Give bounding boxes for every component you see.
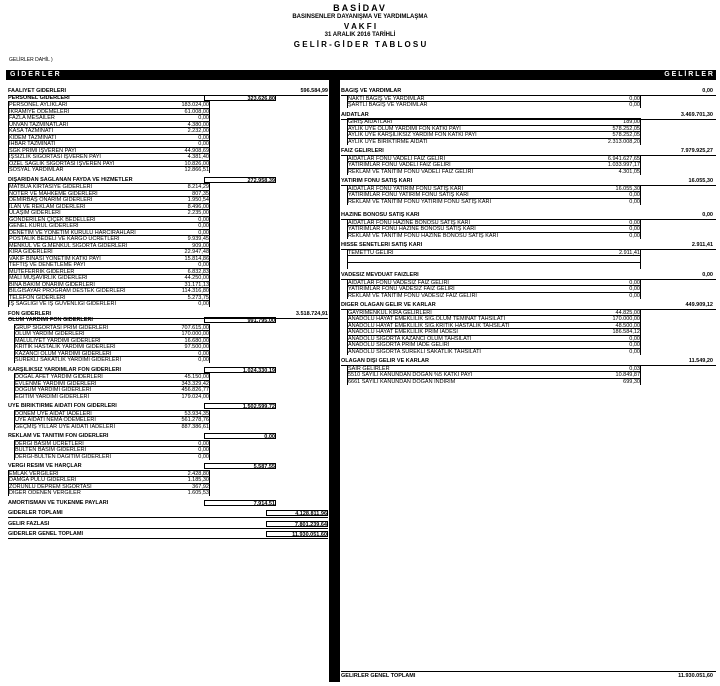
income-section-total: 0,00 <box>702 272 713 278</box>
expense-group-box <box>266 531 328 537</box>
expense-item-label: İLAN VE REKLAM GİDERLERİ <box>8 203 148 210</box>
expense-item-value: 0,00 <box>148 453 210 460</box>
expense-group-box <box>204 500 276 506</box>
income-item-value: 699,30 <box>557 378 641 385</box>
expense-group-box <box>266 510 328 516</box>
expense-item-label: İKRAMİYE ÖDEMELERİ <box>8 108 148 115</box>
income-item-label: ANADOLU HAYAT EMEKLİLİK PRİM İADESİ <box>347 328 557 335</box>
expense-group-label: ÜYE BİRİKTİRME AİDATI FON GİDERLERİ <box>8 403 117 409</box>
expense-item-value: 0,00 <box>148 140 210 147</box>
expense-group-total: 1.024.330,19 <box>242 367 275 374</box>
expense-group-total: 323.626,80 <box>247 95 275 102</box>
income-item-value: 0,03 <box>557 365 641 372</box>
income-item-label: AİDATLAR FONU VADELİ FAİZ GELİRİ <box>347 155 557 162</box>
expense-group-label: ÖLÜM YARDIMI FON GİDERLERİ <box>8 317 93 323</box>
income-item-label: REKLAM VE TANITIM FONU HAZİNE BONOSU SATIŞ KARI <box>347 232 557 239</box>
expense-item-value: 53.934,35 <box>148 410 210 417</box>
income-item-label: AYLIK ÜYE ÖLÜM YARDIMI FON KATKI PAYI <box>347 125 557 132</box>
expense-group-label: KARŞILIKSIZ YARDIMLAR FON GİDERLERİ <box>8 366 122 373</box>
expense-item-value: 1.185,30 <box>148 476 210 483</box>
income-item-value: 48.500,00 <box>557 322 641 329</box>
expense-item-label: ÖLÜM YARDIM GİDERLERİ <box>14 330 148 337</box>
expense-item-value: 5.273,75 <box>148 294 210 301</box>
expense-section-label: FAALİYET GİDERLERİ <box>8 88 67 94</box>
expense-item-label: BİLGİSAYAR PROGRAM DESTEK GİDERLERİ <box>8 287 148 294</box>
income-item-value: 186.584,12 <box>557 328 641 335</box>
expense-group-label: AMORTİSMAN VE TÜKENME PAYLARI <box>8 499 109 506</box>
report-date: 31 ARALIK 2016 TARİHLİ <box>324 32 396 38</box>
income-header: G E L İ R L E R <box>664 71 713 78</box>
expense-item-value: 183.024,00 <box>148 101 210 108</box>
expense-group-label: DIŞARIDAN SAĞLANAN FAYDA VE HİZMETLER <box>8 176 133 183</box>
expense-section-total: 596.584,99 <box>300 88 328 94</box>
header-note: GELİRLER DAHİL ) <box>9 57 53 63</box>
expense-item-label: MÜTEFERRİK GİDERLER <box>8 268 148 275</box>
expense-item-label: SÜREKLİ SAKATLIK YARDIMI GİDERLERİ <box>14 356 148 363</box>
income-item-label: REKLAM VE TANITIM FONU VADESİZ FAİZ GELİRİ <box>347 292 557 299</box>
expense-item-label: EMLAK VERGİLERİ <box>8 470 148 477</box>
expense-group-label: VERGİ RESİM VE HARÇLAR <box>8 463 82 469</box>
income-section-total: 2.911,41 <box>691 242 713 248</box>
expense-group-label: GİDERLER GENEL TOPLAMI <box>8 531 83 537</box>
income-item-value: 0,00 <box>557 285 641 292</box>
income-item-value: 0,00 <box>557 232 641 239</box>
income-item-value: 0,00 <box>557 292 641 299</box>
expense-item-label: GENEL KURUL GİDERLERİ <box>8 222 148 229</box>
expense-item-value: 0,00 <box>148 261 210 268</box>
income-item-value: 170.000,00 <box>557 315 641 322</box>
expense-group-label: GİDERLER TOPLAMI <box>8 510 63 516</box>
expense-item-value: 114.316,80 <box>148 287 210 294</box>
expense-item-label: SGK PRİMİ İŞVEREN PAYI <box>8 147 148 154</box>
income-item-value: 0,00 <box>557 348 641 355</box>
expense-item-value: 97.500,00 <box>148 343 210 350</box>
income-item-label: YATIRIMLAR FONU VADELİ FAİZ GELİRİ <box>347 161 557 168</box>
income-section-label: BAĞIŞ VE YARDIMLAR <box>341 88 402 94</box>
expense-item-value: 6.832,83 <box>148 268 210 275</box>
expense-item-label: ZORUNLU DEPREM SİGORTASI <box>8 483 148 490</box>
expense-item-value: 4.381,40 <box>148 153 210 160</box>
income-item-value: 2.911,41 <box>557 249 641 256</box>
income-item-value: 0,00 <box>557 191 641 198</box>
income-section-label: AİDATLAR <box>341 111 369 118</box>
expense-item-value: 22.947,48 <box>148 248 210 255</box>
expense-group-label: PERSONEL GİDERLERİ <box>8 94 70 101</box>
expense-group-label: GELİR FAZLASI <box>8 520 50 527</box>
expense-item-value: 0,00 <box>148 216 210 223</box>
income-item-label: ANADOLU SİGORTA KAZANCI ÖLÜM TAHSİLATI <box>347 335 557 342</box>
income-item-label: GİRİŞ AİDATLARI <box>347 118 557 125</box>
income-item-value: 578.252,05 <box>557 131 641 138</box>
income-row <box>341 138 716 145</box>
expense-item-label: DİĞER ÖDENEN VERGİLER <box>8 489 148 496</box>
income-row <box>341 198 716 205</box>
income-section-total: 7.979.925,27 <box>680 148 713 154</box>
expense-item-label: KAZANCI ÖLÜM YARDIMI GİDERLERİ <box>14 350 148 357</box>
expense-group-total: 1.502.599,72 <box>242 404 275 410</box>
expense-item-value: 0,00 <box>148 222 210 229</box>
expense-item-label: KIDEM TAZMİNATI <box>8 134 148 141</box>
income-item-value: 4.301,05 <box>557 168 641 175</box>
expense-group-total: 991.795,00 <box>247 318 275 324</box>
income-section-label: VADESİZ MEVDUAT FAİZLERİ <box>341 272 419 278</box>
income-item-value: 0,00 <box>557 279 641 286</box>
income-item-label: ANADOLU SİGORTA PRİM İADE GELİRİ <box>347 341 557 348</box>
expense-item-label: İHBAR TAZMİNATI <box>8 140 148 147</box>
expense-row <box>8 510 328 518</box>
income-item-label: GAYRİMENKUL KİRA GELİRLERİ <box>347 309 557 316</box>
expense-item-label: UNVAN TAZMİNATLARI <box>8 121 148 128</box>
income-row <box>341 348 716 355</box>
income-item-value: 0,00 <box>557 341 641 348</box>
expense-item-label: DOĞAL AFET YARDIM GİDERLERİ <box>14 373 148 380</box>
income-item-label: TEMETTÜ GELİRİ <box>347 249 557 256</box>
income-item-label: YATIRIMLAR FONU YATIRIM FONU SATIŞ KARI <box>347 191 557 198</box>
expenses-column <box>8 80 328 682</box>
expense-item-value: 0,00 <box>148 446 210 453</box>
expense-item-value: 9.939,45 <box>148 235 210 242</box>
expense-group-total: 11.930.051,60 <box>292 532 327 538</box>
expense-item-label: ÜYE AİDATI NEMA ÖDEMELERİ <box>14 416 148 423</box>
expense-group-total: 272.958,39 <box>247 177 275 184</box>
income-row <box>341 101 716 108</box>
income-section-label: YATIRIM FONU SATIŞ KARI <box>341 178 413 184</box>
income-item-value: 0,00 <box>557 198 641 205</box>
expense-item-label: DÖNEM ÜYE AİDAT İADELERİ <box>14 410 148 417</box>
income-item-label: AYLIK ÜYE KARŞILIKSIZ YARDIM FON KATKI PAYI <box>347 131 557 138</box>
expense-row <box>8 521 328 529</box>
income-section-label: HAZİNE BONOSU SATIŞ KARI <box>341 212 420 218</box>
expense-item-label: DENETİM VE YÖNETİM KURULU HARCIRAHLARI <box>8 229 148 236</box>
expense-item-label: TEFTİŞ VE DENETLEME PAYI <box>8 261 148 268</box>
income-item-label: ANADOLU HAYAT EMEKLİLİK SİG.KRİTİK HASTALIK TAHSİLATI <box>347 322 557 329</box>
income-section-total: 0,00 <box>702 88 713 94</box>
expense-item-value: 909,00 <box>148 242 210 249</box>
expense-item-label: TELEFON GİDERLERİ <box>8 294 148 301</box>
expense-item-value: 179.024,00 <box>148 393 210 400</box>
expense-group-box <box>204 177 276 183</box>
expenses-header: G İ D E R L E R <box>10 71 60 78</box>
income-item-label: REKLAM VE TANITIM FONU VADELİ FAİZ GELİRİ <box>347 168 557 175</box>
expense-item-value: 456.826,77 <box>148 386 210 393</box>
income-item-label: YATIRIMLAR FONU VADESİZ FAİZ GELİRİ <box>347 285 557 292</box>
expense-row <box>8 300 328 307</box>
income-item-value: 1.033.997,17 <box>557 161 641 168</box>
expense-item-label: KASA TAZMİNATI <box>8 127 148 134</box>
expense-row <box>8 356 328 363</box>
expense-item-label: EVLENME YARDIMI GİDERLERİ <box>14 380 148 387</box>
expense-group-box <box>204 367 276 373</box>
income-item-label: ANADOLU SİGORTA SÜREKLİ SAKATLIK TAHSİLATI <box>347 348 557 355</box>
expense-item-label: GEÇMİŞ YILLAR ÜYE AİDATI İADELERİ <box>14 423 148 430</box>
org-name: BASİDAV <box>333 3 387 13</box>
income-item-label: 6661 SAYILI KANUNDAN DOĞAN İNDİRİM <box>347 378 557 385</box>
expense-item-label: MALULİYET YARDIMI GİDERLERİ <box>14 337 148 344</box>
expense-row <box>8 489 328 496</box>
expense-item-label: DERGİ-BÜLTEN DAĞITIM GİDERLERİ <box>14 453 148 460</box>
income-section-label: DİĞER OLAĞAN GELİR VE KARLAR <box>341 302 436 308</box>
income-item-label: 5510 SAYILI KANUNDAN DOĞAN %5 KATKI PAYI <box>347 371 557 378</box>
expense-group-box <box>204 403 276 409</box>
expense-item-label: GÖNDERİLEN ÇİÇEK BEDELLERİ <box>8 216 148 223</box>
income-item-label: AYLIK ÜYE BİRİKTİRME AİDATI <box>347 138 557 145</box>
expense-item-value: 1.605,53 <box>148 489 210 496</box>
expense-item-label: POSTALIK BEDELİ VE KARGO ÜCRETLERİ <box>8 235 148 242</box>
income-item-label: ANADOLU HAYAT EMEKLİLİK SİG.ÖLÜM TEMİNAT TAHSİLATI <box>347 315 557 322</box>
expense-row <box>8 453 328 460</box>
income-item-value: 44.825,00 <box>557 309 641 316</box>
expense-item-value: 707.615,00 <box>148 324 210 331</box>
expense-item-label: GRUP SİGORTASI PRİM GİDERLERİ <box>14 324 148 331</box>
expense-item-label: DAMGA PULU GİDERLERİ <box>8 476 148 483</box>
expense-item-value: 0,00 <box>148 300 210 307</box>
expense-item-label: EĞİTİM YARDIMI GİDERLERİ <box>14 393 148 400</box>
org-subtitle: BASINSENLER DAYANIŞMA VE YARDIMLAŞMA <box>292 14 428 20</box>
expense-item-label: ULAŞIM GİDERLERİ <box>8 209 148 216</box>
income-item-value: 189,00 <box>557 118 641 125</box>
expense-item-label: DERGİ BASIM ÜCRETLERİ <box>14 440 148 447</box>
income-item-label: REKLAM VE TANITIM FONU YATIRIM FONU SATIŞ KARI <box>347 198 557 205</box>
expense-item-label: MENKUL VE G.MENKUL SİGORTA GİDERLERİ <box>8 242 148 249</box>
expense-item-label: KRİTİK HASTALIK YARDIMI GİDERLERİ <box>14 343 148 350</box>
expense-item-label: SOSYAL YARDIMLAR <box>8 166 148 173</box>
expense-item-label: VAKIF BİNASI YÖNETİM KATKI PAYI <box>8 255 148 262</box>
income-item-label: YATIRIMLAR FONU HAZİNE BONOSU SATIŞ KARI <box>347 225 557 232</box>
expense-item-value: 0,00 <box>148 134 210 141</box>
income-section-total: 0,00 <box>702 212 713 218</box>
income-item-label: AİDATLAR FONU YATIRIM FONU SATIŞ KARI <box>347 185 557 192</box>
income-item-label <box>347 262 557 269</box>
income-section-total: 16.055,30 <box>688 178 713 184</box>
expense-item-value: 887.386,61 <box>148 423 210 430</box>
income-row <box>341 292 716 299</box>
expense-item-value: 16.680,00 <box>148 337 210 344</box>
expense-row <box>8 393 328 400</box>
column-header-band <box>6 70 716 80</box>
expense-item-value: 367,92 <box>148 483 210 490</box>
income-section-total: 11.549,20 <box>688 358 713 364</box>
expense-item-value: 15.814,86 <box>148 255 210 262</box>
income-section-label: FAİZ GELİRLERİ <box>341 148 384 154</box>
expense-item-value: 0,00 <box>148 350 210 357</box>
income-item-value <box>557 262 641 269</box>
income-section-label: OLAĞAN DIŞI GELİR VE KARLAR <box>341 358 430 364</box>
expense-item-label: MATBUA KIRTASİYE GİDERLERİ <box>8 183 148 190</box>
expense-item-value: 4.380,00 <box>148 121 210 128</box>
expense-group-label: REKLAM VE TANITIM FON GİDERLERİ <box>8 433 109 439</box>
expense-item-label: BÜLTEN BASIM GİDERLERİ <box>14 446 148 453</box>
expense-item-value: 2.235,00 <box>148 209 210 216</box>
income-grand-total-value: 11.930.051,60 <box>678 673 713 679</box>
expense-item-value: 8.214,29 <box>148 183 210 190</box>
expense-group-box <box>204 95 276 101</box>
income-section-total: 3.469.701,30 <box>680 111 713 118</box>
expense-item-label: İŞSİZLİK SİGORTASI İŞVEREN PAYI <box>8 153 148 160</box>
income-item-label: NAKTİ BAĞIŞ VE YARDIMLAR <box>347 95 557 102</box>
expense-section-label: FON GİDERLERİ <box>8 310 52 317</box>
expense-group-box <box>204 317 276 323</box>
expense-group-total: 7.914,51 <box>253 500 275 507</box>
income-grand-total-row <box>341 671 716 680</box>
income-item-value: 0,00 <box>557 95 641 102</box>
income-item-value: 6.941.627,65 <box>557 155 641 162</box>
expense-item-value: 343.329,42 <box>148 380 210 387</box>
column-divider <box>329 80 340 682</box>
expense-group-box <box>266 521 328 527</box>
income-item-value: 0,00 <box>557 219 641 226</box>
expense-section-total: 3.518.724,91 <box>295 310 328 317</box>
income-item-label: AİDATLAR FONU VADESİZ FAİZ GELİRİ <box>347 279 557 286</box>
income-item-value: 0,00 <box>557 225 641 232</box>
expense-item-value: 10.826,00 <box>148 160 210 167</box>
expense-item-value: 561.278,76 <box>148 416 210 423</box>
expense-item-value: 0,00 <box>148 356 210 363</box>
report-title: G E L İ R - G İ D E R T A B L O S U <box>293 40 427 49</box>
expense-row <box>8 500 328 507</box>
expense-item-value: 31.171,13 <box>148 281 210 288</box>
expense-item-label: MALİ MÜŞAVİRLİK GİDERLERİ <box>8 274 148 281</box>
income-section-label: HİSSE SENETLERİ SATIŞ KARI <box>341 242 423 248</box>
expense-item-value: 0,00 <box>148 229 210 236</box>
income-item-value: 0,00 <box>557 335 641 342</box>
expense-item-label: ÖZEL SAĞLIK SİGORTASI İŞVEREN PAYI <box>8 160 148 167</box>
expense-item-value: 2.428,80 <box>148 470 210 477</box>
expense-item-label: BİNA BAKIM ONARIM GİDERLERİ <box>8 281 148 288</box>
expense-item-label: NOTER VE MAHKEME GİDERLERİ <box>8 190 148 197</box>
expense-item-value: 12.866,51 <box>148 166 210 173</box>
expense-item-value: 45.150,00 <box>148 373 210 380</box>
expense-group-total: 7.801.239,64 <box>294 521 327 528</box>
expense-group-box <box>204 463 276 469</box>
expense-item-label: İŞ SAĞLIĞI VE İŞ GÜVENLİĞİ GİDERLERİ <box>8 300 148 307</box>
expense-item-value: 2.232,00 <box>148 127 210 134</box>
expense-item-label: PERSONEL AYLIKLARI <box>8 101 148 108</box>
income-item-value: 16.055,30 <box>557 185 641 192</box>
income-row <box>341 378 716 385</box>
expense-group-box <box>204 433 276 439</box>
expense-group-total: 4.128.811,96 <box>295 511 327 517</box>
expense-item-label: KİRA GİDERLERİ <box>8 248 148 255</box>
income-item-label: ŞARTLI BAĞIŞ VE YARDIMLAR <box>347 101 557 108</box>
income-column <box>341 80 716 682</box>
expense-group-total: 5.587,55 <box>253 464 275 470</box>
income-row <box>341 168 716 175</box>
income-row <box>341 262 716 269</box>
org-vakfi: V A K F I <box>343 22 377 31</box>
expense-row <box>8 531 328 539</box>
expense-item-value: 0,00 <box>148 114 210 121</box>
income-item-value: 2.313.008,20 <box>557 138 641 145</box>
income-item-label: SAİR GELİRLER <box>347 365 557 372</box>
expense-item-value: 170.000,00 <box>148 330 210 337</box>
income-section-total: 449.909,12 <box>685 302 713 308</box>
expense-item-value: 44.250,00 <box>148 274 210 281</box>
income-row <box>341 232 716 239</box>
expense-item-label: FAZLA MESAİLER <box>8 114 148 121</box>
income-item-value: 10.849,87 <box>557 371 641 378</box>
expense-item-value: 61.008,00 <box>148 108 210 115</box>
expense-item-label: DEMİRBAŞ ONARIM GİDERLERİ <box>8 196 148 203</box>
expense-item-value: 8.496,00 <box>148 203 210 210</box>
expense-item-value: 1.950,54 <box>148 196 210 203</box>
expense-item-value: 807,35 <box>148 190 210 197</box>
expense-row <box>8 423 328 430</box>
income-item-value: 578.252,05 <box>557 125 641 132</box>
income-grand-total-label: GELİRLER GENEL TOPLAMI <box>341 673 416 679</box>
expense-item-value: 44.908,69 <box>148 147 210 154</box>
income-item-label: AİDATLAR FONU HAZİNE BONOSU SATIŞ KARI <box>347 219 557 226</box>
expense-group-total: 0,00 <box>264 434 275 440</box>
income-item-value: 0,00 <box>557 101 641 108</box>
expense-item-value: 0,00 <box>148 440 210 447</box>
expense-row <box>8 166 328 173</box>
expense-item-label: DOĞUM YARDIMI GİDERLERİ <box>14 386 148 393</box>
